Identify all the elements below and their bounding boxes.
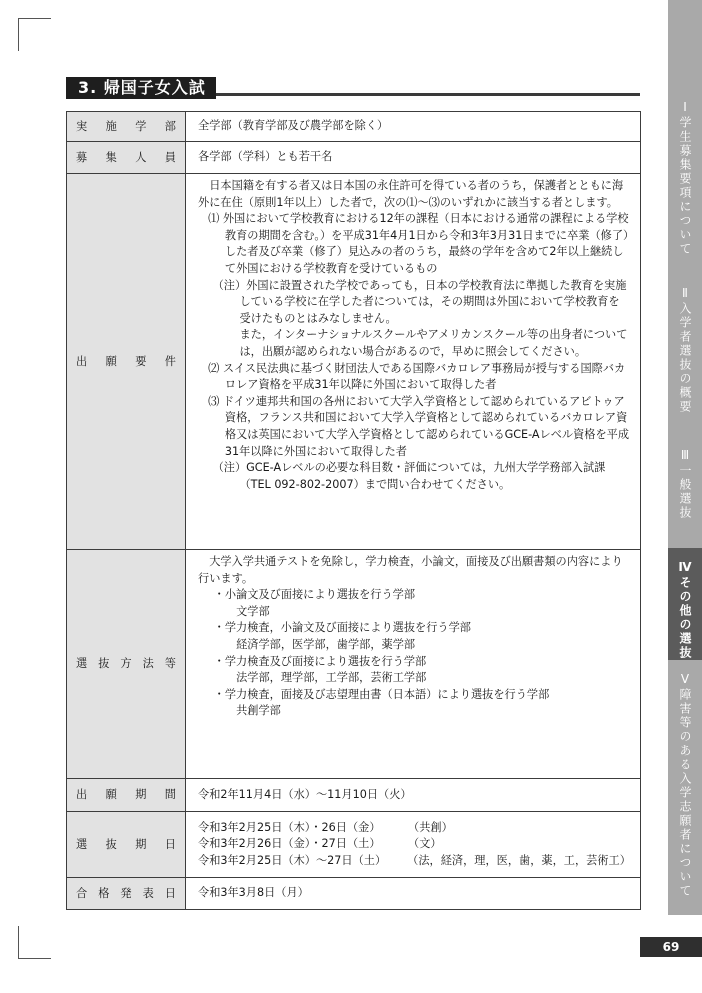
label-recruitment: 募集人員 — [76, 150, 176, 164]
selection-content — [186, 550, 641, 779]
exam-date-line — [198, 853, 630, 870]
label-cell — [67, 812, 186, 878]
eligibility-item-1: ⑴ 外国において学校教育における12年の課程（日本における通常の課程による学校教育の期間を含む。）を平成31年4月1日から令和3年3月31日までに卒業（修了）した者及び卒業（修了）見込みの者のうち，最終の学年を含めて2年以上継続して外国における学校教育を受けているもの — [208, 212, 629, 275]
row-eligibility — [67, 174, 641, 550]
exam-faculty: （共創） — [408, 820, 453, 834]
label-exam-dates: 選抜期日 — [76, 837, 176, 851]
section-header — [66, 77, 640, 99]
section-rule — [216, 93, 640, 96]
label-cell — [67, 142, 186, 174]
chapter-tab-5-label: Ⅴ障害等のある入学志願者について — [678, 672, 692, 898]
chapter-tab-5[interactable] — [668, 660, 702, 916]
row-selection — [67, 550, 641, 779]
value-application-period: 令和2年11月4日（水）〜11月10日（火） — [186, 779, 641, 812]
label-cell — [67, 779, 186, 812]
info-table — [66, 111, 641, 910]
exam-date: 令和3年2月25日（木）〜27日（土） — [198, 853, 387, 867]
exam-date-line — [198, 820, 630, 837]
value-announcement: 令和3年3月8日（月） — [186, 878, 641, 910]
eligibility-item-2: ⑵ スイス民法典に基づく財団法人である国際バカロレア事務局が授与する国際バカロレア資格を平成31年以降に外国において取得した者 — [208, 361, 626, 392]
exam-faculty: （法，経済，理，医，歯，薬，工，芸術工） — [407, 853, 631, 867]
exam-date: 令和3年2月25日（木）・26日（金） — [198, 820, 381, 834]
label-announcement: 合格発表日 — [76, 886, 176, 900]
eligibility-note-1b: また，インターナショナルスクールやアメリカンスクール等の出身者については，出願が認められない場合があるので，早めに照会してください。 — [239, 328, 628, 358]
value-recruitment: 各学部（学科）とも若干名 — [186, 142, 641, 174]
eligibility-content — [186, 174, 641, 550]
exam-faculty: （文） — [408, 837, 442, 851]
selection-method-1: ・小論文及び面接により選抜を行う学部 — [213, 588, 416, 602]
label-application-period: 出願期間 — [76, 788, 176, 801]
label-implementing-faculty: 実施学部 — [76, 119, 176, 133]
selection-method-3: ・学力検査及び面接により選抜を行う学部 — [213, 654, 427, 668]
exam-date: 令和3年2月26日（金）・27日（土） — [198, 837, 381, 851]
eligibility-intro: 日本国籍を有する者又は日本国の永住許可を得ている者のうち，保護者とともに海外に在住（原則1年以上）した者で，次の⑴〜⑶のいずれかに該当する者とします。 — [198, 179, 624, 209]
chapter-tab-4-label: Ⅳその他の選抜 — [678, 560, 692, 660]
chapter-tab-3-label: Ⅲ一般選抜 — [678, 448, 692, 520]
row-implementing-faculty — [67, 112, 641, 142]
label-selection: 選抜方法等 — [76, 657, 176, 670]
chapter-tab-4[interactable] — [668, 548, 702, 661]
row-announcement — [67, 878, 641, 910]
chapter-tab-2[interactable] — [668, 274, 702, 437]
label-cell — [67, 878, 186, 910]
label-cell — [67, 174, 186, 550]
eligibility-note-1: （注）外国に設置された学校であっても，日本の学校教育法に準拠した教育を実施している学校に在学した者については，その期間は外国において学校教育を受けたものとはみなしません。 — [212, 278, 627, 325]
selection-method-2: ・学力検査，小論文及び面接により選抜を行う学部 — [213, 621, 471, 635]
section-title: 3. 帰国子女入試 — [78, 78, 206, 97]
exam-date-line — [198, 836, 630, 853]
selection-intro: 大学入学共通テストを免除し，学力検査，小論文，面接及び出願書類の内容により行います。 — [198, 555, 623, 585]
label-cell — [67, 112, 186, 142]
chapter-tab-1-label: Ⅰ学生募集要項について — [678, 100, 692, 256]
value-implementing-faculty: 全学部（教育学部及び農学部を除く） — [186, 112, 641, 142]
crop-mark-bottom-left — [18, 926, 51, 959]
chapter-tab-2-label: Ⅱ入学者選抜の概要 — [678, 286, 692, 414]
chapter-tab-1[interactable] — [668, 0, 702, 89]
label-cell — [67, 550, 186, 779]
row-recruitment — [67, 142, 641, 174]
selection-faculties-2: 経済学部，医学部，歯学部，薬学部 — [236, 637, 416, 651]
section-title-box — [66, 77, 216, 99]
row-application-period — [67, 779, 641, 812]
chapter-tabs — [668, 0, 702, 915]
selection-faculties-4: 共創学部 — [236, 704, 281, 718]
selection-method-4: ・学力検査，面接及び志望理由書（日本語）により選抜を行う学部 — [213, 687, 550, 701]
chapter-tab-1-body[interactable] — [668, 88, 702, 275]
eligibility-note-3: （注）GCE-Aレベルの必要な科目数・評価については，九州大学学務部入試課（TEL 092-802-2007）まで問い合わせてください。 — [212, 461, 606, 491]
label-eligibility: 出願要件 — [76, 354, 176, 368]
exam-dates-content — [186, 812, 641, 878]
chapter-tab-3[interactable] — [668, 436, 702, 549]
eligibility-item-3: ⑶ ドイツ連邦共和国の各州において大学入学資格として認められているアビトゥア資格，フランス共和国において大学入学資格として認められているバカロレア資格又は英国において大学入学資格として認められているGCE-Aレベル資格を平成31年以降に外国において取得した者 — [208, 394, 630, 458]
selection-faculties-1: 文学部 — [236, 604, 270, 618]
row-exam-dates — [67, 812, 641, 878]
crop-mark-top-left — [18, 18, 51, 51]
selection-faculties-3: 法学部，理学部，工学部，芸術工学部 — [236, 671, 427, 685]
page-number: 69 — [640, 937, 702, 957]
